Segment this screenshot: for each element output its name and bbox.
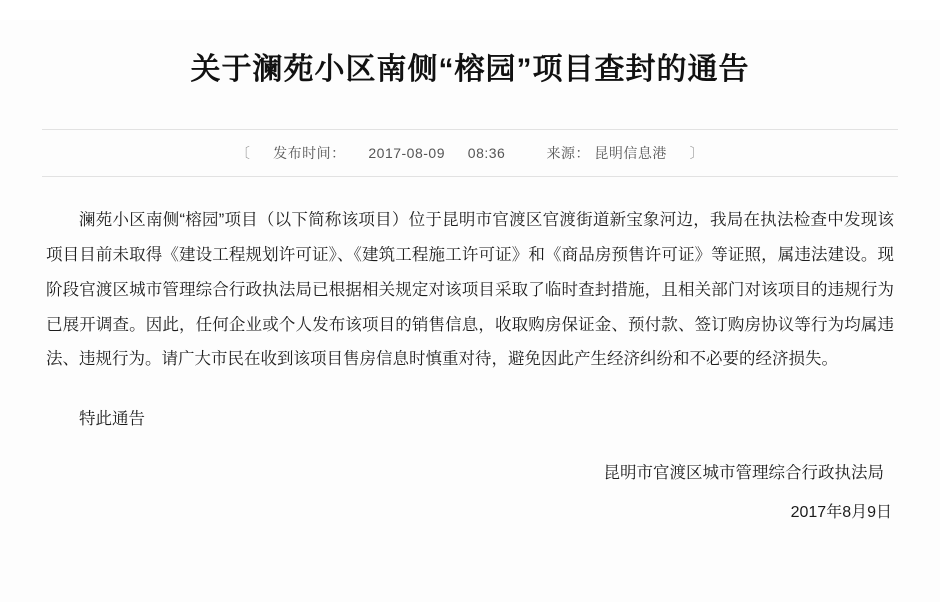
article-closing: 特此通告	[79, 410, 145, 429]
publish-time: 08:36	[467, 144, 506, 161]
page-title: 关于澜苑小区南侧“榕园”项目查封的通告	[190, 53, 750, 87]
article-meta	[42, 143, 898, 163]
source-label: 来源：	[546, 144, 590, 161]
article-meta-bar	[42, 129, 898, 177]
meta-open-bracket: 〔	[235, 144, 251, 161]
document-page	[0, 20, 940, 602]
meta-close-bracket: 〕	[689, 144, 705, 161]
article-date: 2017年8月9日	[790, 503, 892, 521]
article-signature: 昆明市官渡区城市管理综合行政执法局	[603, 464, 884, 483]
publish-date: 2017-08-09	[368, 144, 445, 161]
publish-time-label: 发布时间：	[273, 144, 346, 161]
source-name: 昆明信息港	[594, 144, 667, 161]
article-body	[46, 203, 894, 378]
article-paragraph: 澜苑小区南侧“榕园”项目（以下简称该项目）位于昆明市官渡区官渡街道新宝象河边，我局在执法检查中发现该项目目前未取得《建设工程规划许可证》、《建筑工程施工许可证》和《商品房预售许可证》等证照，属违法建设。现阶段官渡区城市管理综合行政执法局已根据相关规定对该项目采取了临时查封措施，且相关部门对该项目的违规行为已展开调查。因此，任何企业或个人发布该项目的销售信息，收取购房保证金、预付款、签订购房协议等行为均属违法、违规行为。请广大市民在收到该项目售房信息时慎重对待，避免因此产生经济纠纷和不必要的经济损失。	[46, 210, 894, 369]
